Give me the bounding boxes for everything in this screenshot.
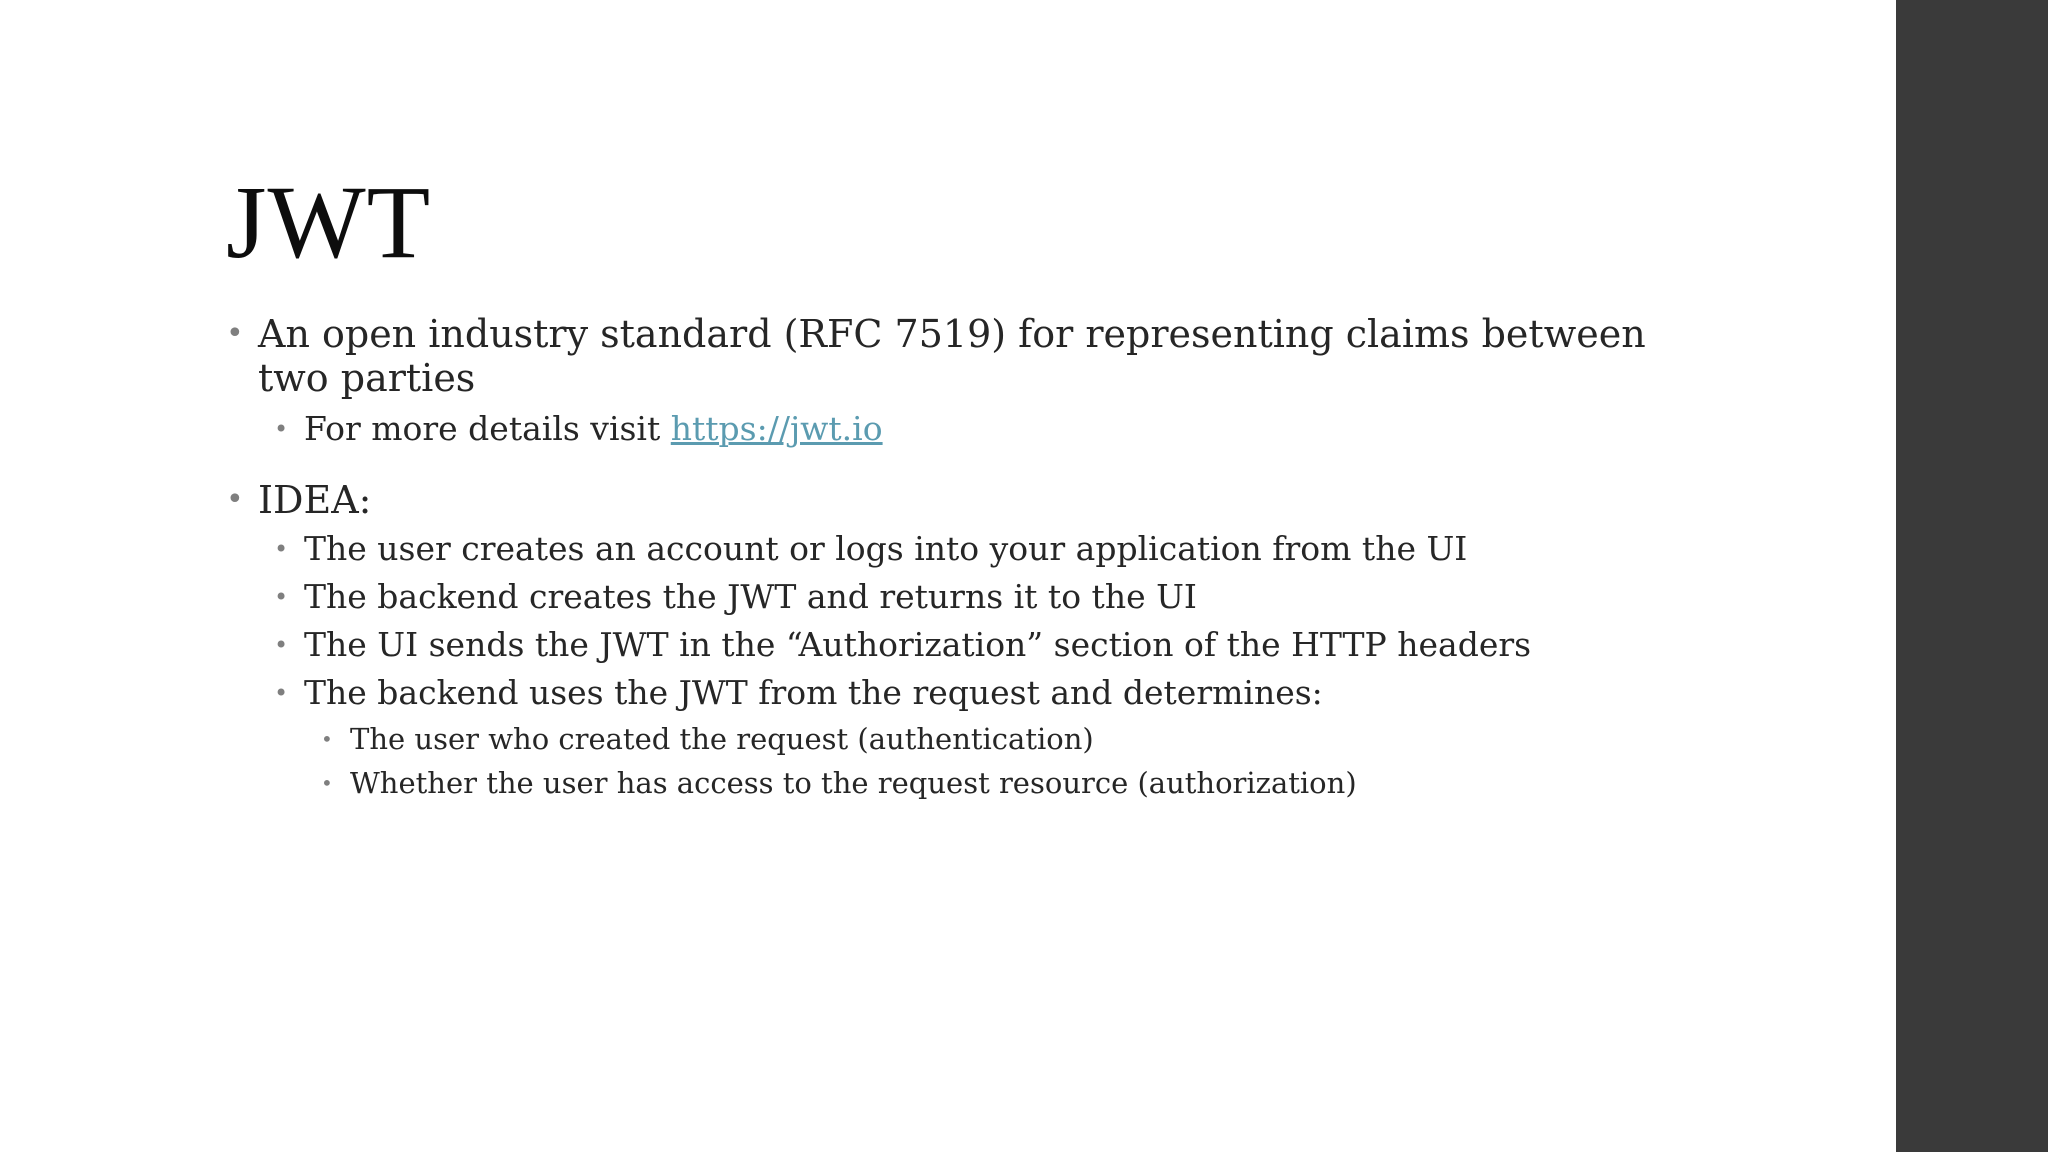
bullet-item [226,312,1666,400]
bullet-marker: • [226,316,244,351]
sub-bullet-item [226,672,1666,714]
bullet-text: For more details visit [304,409,671,448]
bullet-marker: • [321,727,333,751]
sub-sub-bullet-item [226,720,1666,758]
sub-sub-bullet-item [226,764,1666,802]
bullet-marker: • [321,771,333,795]
bullet-marker: • [274,535,289,563]
bullet-text: The backend uses the JWT from the request and determines: [304,673,1323,712]
bullet-text: The backend creates the JWT and returns it to the UI [304,577,1197,616]
bullet-text: Whether the user has access to the request resource (authorization) [350,766,1357,800]
bullet-marker: • [274,583,289,611]
bullet-marker: • [274,415,289,443]
sub-bullet-item [226,408,1666,450]
bullet-text: The user creates an account or logs into your application from the UI [304,529,1468,568]
sub-bullet-item [226,624,1666,666]
bullet-marker: • [274,679,289,707]
slide-title: JWT [226,165,432,280]
bullet-marker: • [226,482,244,517]
slide-content [226,312,1666,802]
bullet-text: An open industry standard (RFC 7519) for representing claims between two parties [258,312,1646,400]
bullet-text: IDEA: [258,478,372,522]
jwt-io-link[interactable]: https://jwt.io [670,409,883,448]
sub-bullet-item [226,576,1666,618]
bullet-item [226,478,1666,522]
sub-bullet-item [226,528,1666,570]
side-bar [1896,0,2048,1152]
bullet-text: The UI sends the JWT in the “Authorization” section of the HTTP headers [304,625,1532,664]
bullet-marker: • [274,631,289,659]
bullet-text: The user who created the request (authentication) [350,722,1094,756]
